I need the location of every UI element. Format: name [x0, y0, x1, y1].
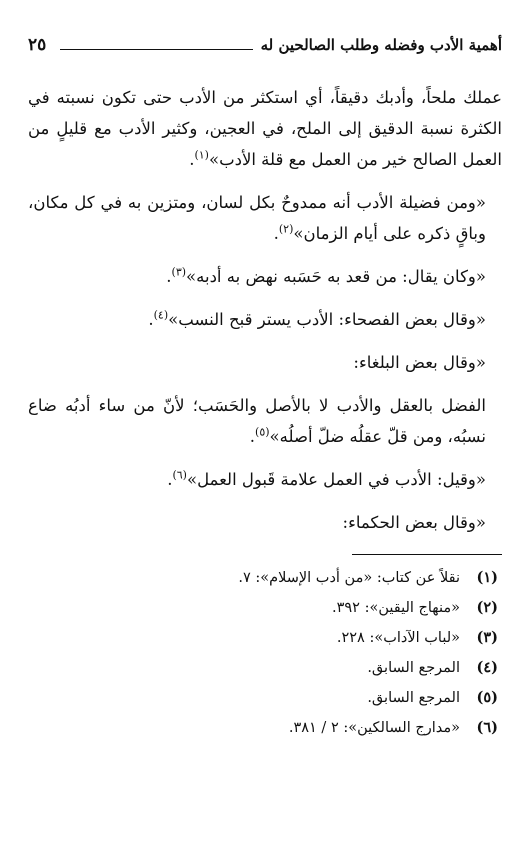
footnote-number: (٣)	[476, 629, 498, 646]
footnote-number: (٥)	[476, 689, 498, 706]
paragraph-tail: .	[249, 427, 256, 446]
paragraph	[28, 347, 502, 378]
paragraph-tail: .	[166, 267, 172, 286]
footnote	[28, 623, 498, 653]
page-number: ٢٥	[28, 35, 47, 55]
paragraph-tail: .	[167, 470, 173, 489]
footnote-text: «لباب الآداب»: ٢٢٨.	[336, 630, 460, 646]
footnote-number: (٦)	[476, 719, 498, 736]
footnote	[28, 683, 498, 713]
footnote-reference: (٣)	[171, 265, 187, 279]
paragraph-tail: .	[189, 150, 195, 169]
paragraph	[28, 187, 502, 249]
footnote-text: «مدارج السالكين»: ٢ / ٣٨١.	[288, 720, 460, 736]
footnote-number: (٤)	[476, 659, 498, 676]
running-head-title: أهمية الأدب وفضله وطلب الصالحين له	[260, 36, 502, 54]
footnote-text: المرجع السابق.	[367, 660, 460, 676]
paragraph	[28, 82, 502, 175]
running-head	[28, 30, 502, 60]
paragraph-text: عملك ملحاً، وأدبك دقيقاً، أي استكثر من الأدب حتى تكون نسبته في الكثرة نسبة الدقيق إلى الملح، في العجين، وكثير الأدب مع قليلٍ من العمل الصالح خير من العمل مع قلة الأدب»	[28, 88, 502, 169]
footnote-number: (١)	[476, 569, 498, 586]
footnote	[28, 593, 498, 623]
body-text	[28, 82, 502, 538]
footnote-text: المرجع السابق.	[367, 690, 460, 706]
paragraph	[28, 390, 502, 452]
running-head-rule	[60, 49, 252, 50]
footnotes	[28, 563, 502, 743]
footnote-text: «منهاج اليقين»: ٣٩٢.	[331, 600, 460, 616]
paragraph-tail: .	[273, 224, 279, 243]
paragraph-text: «وقال بعض البلغاء:	[353, 353, 486, 372]
paragraph-text: «وقال بعض الحكماء:	[342, 513, 486, 532]
footnote-reference: (٦)	[172, 468, 187, 482]
paragraph-text: «ومن فضيلة الأدب أنه ممدوحٌ بكل لسان، ومتزين به في كل مكان، وباقٍ ذكره على أيام الزمان»	[28, 193, 486, 243]
paragraph-text: الفضل بالعقل والأدب لا بالأصل والحَسَب؛ لأنّ من ساء أدبُه ضاع نسبُه، ومن قلّ عقلُه ضلّ أصلُه»	[28, 396, 486, 446]
footnote	[28, 713, 498, 743]
footnote	[28, 653, 498, 683]
footnote-reference: (٢)	[278, 222, 294, 236]
paragraph-tail: .	[148, 310, 154, 329]
footnote-reference: (١)	[194, 148, 209, 162]
footnote	[28, 563, 498, 593]
paragraph	[28, 304, 502, 335]
footnote-text: نقلاً عن كتاب: «من أدب الإسلام»: ٧.	[238, 570, 460, 586]
footnote-reference: (٥)	[255, 425, 270, 439]
paragraph	[28, 464, 502, 495]
footnote-reference: (٤)	[153, 308, 169, 322]
paragraph-text: «وقال بعض الفصحاء: الأدب يستر قبح النسب»	[168, 310, 486, 329]
footnote-separator	[352, 554, 502, 555]
book-page	[28, 30, 502, 840]
paragraph-text: «وكان يقال: من قعد به حَسَبه نهض به أدبه»	[186, 267, 486, 286]
paragraph	[28, 261, 502, 292]
paragraph-text: «وقيل: الأدب في العمل علامة قَبول العمل»	[186, 470, 486, 489]
paragraph	[28, 507, 502, 538]
footnote-number: (٢)	[476, 599, 498, 616]
